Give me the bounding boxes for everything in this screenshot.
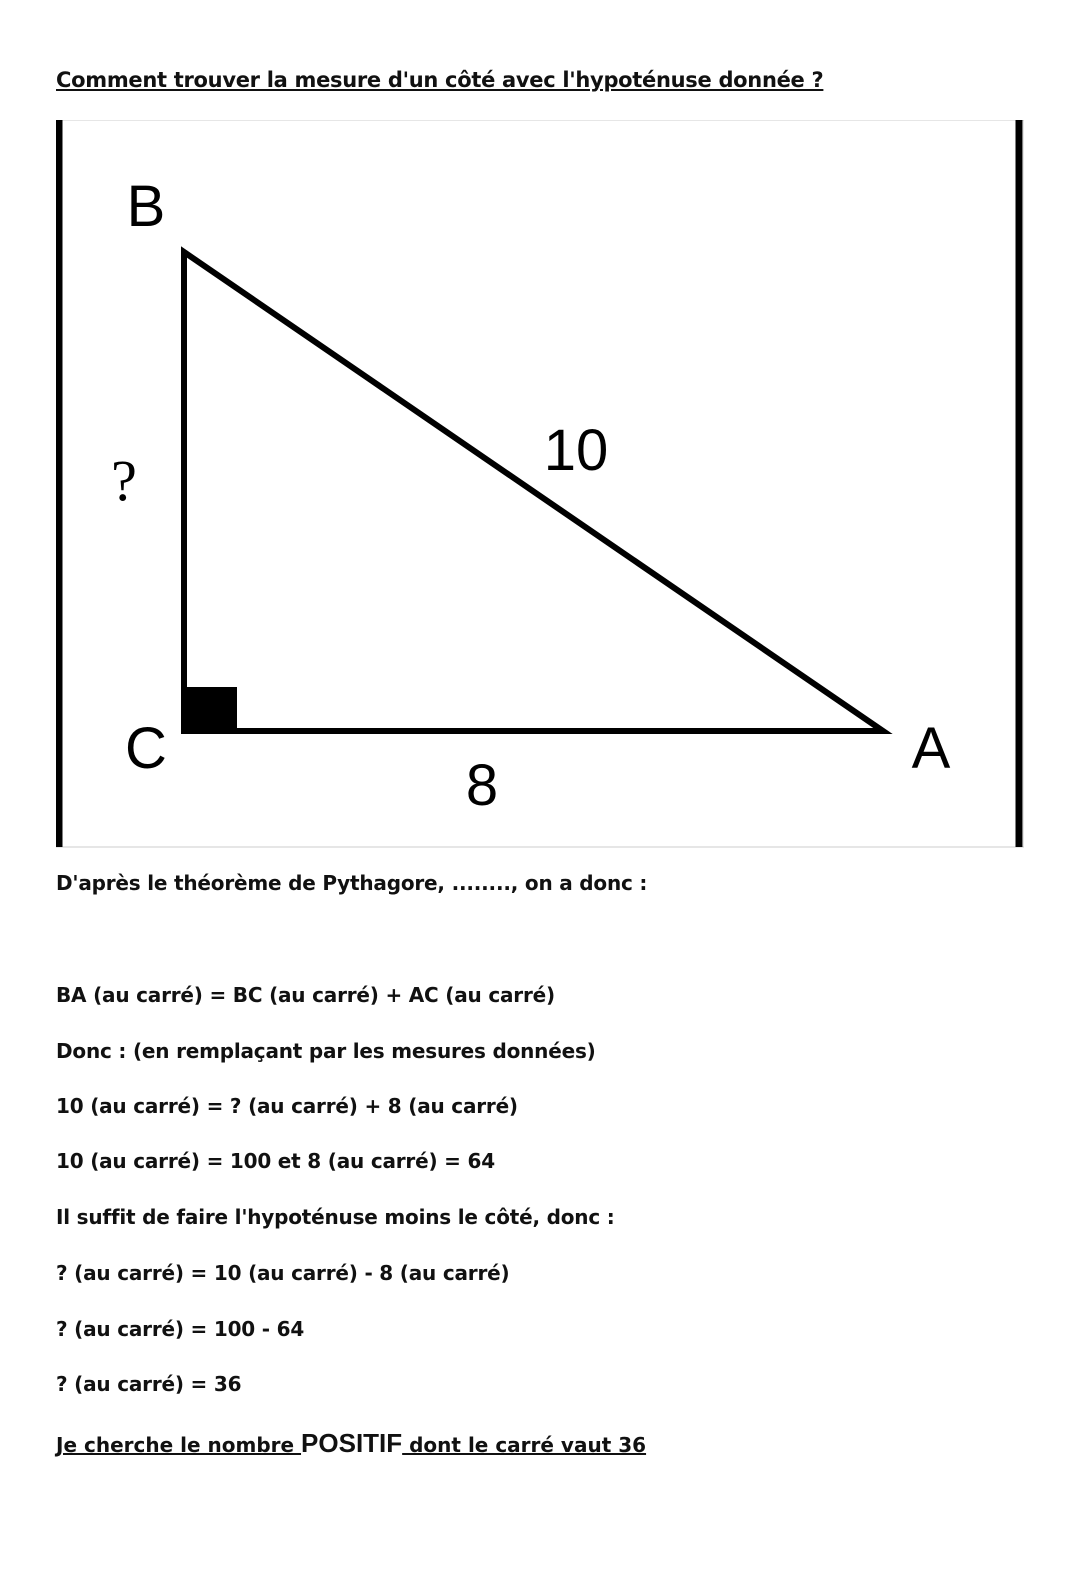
explanation-line: Donc : (en remplaçant par les mesures données) bbox=[56, 1039, 596, 1063]
method-line: Il suffit de faire l'hypoténuse moins le côté, donc : bbox=[56, 1205, 615, 1229]
subtraction-line: ? (au carré) = 10 (au carré) - 8 (au carré) bbox=[56, 1261, 510, 1285]
computation-line: ? (au carré) = 100 - 64 bbox=[56, 1317, 305, 1341]
conclusion-emphasis: POSITIF bbox=[301, 1428, 403, 1458]
right-angle-marker bbox=[184, 687, 237, 731]
figure-frame bbox=[56, 120, 1024, 847]
intro-text: D'après le théorème de Pythagore, ........, on a donc : bbox=[56, 871, 648, 895]
page-title: Comment trouver la mesure d'un côté avec l'hypoténuse donnée ? bbox=[56, 68, 824, 92]
conclusion-part-2: dont le carré vaut 36 bbox=[402, 1433, 647, 1457]
triangle-diagram bbox=[56, 120, 1024, 848]
vertex-b-label: B bbox=[126, 174, 166, 239]
squares-line: 10 (au carré) = 100 et 8 (au carré) = 64 bbox=[56, 1149, 495, 1173]
side-ca-label: 8 bbox=[465, 753, 499, 818]
side-ba-label: 10 bbox=[543, 418, 609, 483]
result-line: ? (au carré) = 36 bbox=[56, 1372, 242, 1396]
formula-line: BA (au carré) = BC (au carré) + AC (au carré) bbox=[56, 983, 555, 1007]
vertex-a-label: A bbox=[911, 716, 951, 781]
substitution-line: 10 (au carré) = ? (au carré) + 8 (au carré) bbox=[56, 1094, 518, 1118]
conclusion-text bbox=[56, 1428, 646, 1459]
side-bc-label: ? bbox=[111, 448, 137, 513]
conclusion-part-1: Je cherche le nombre bbox=[56, 1433, 302, 1457]
triangle-figure bbox=[56, 120, 1024, 848]
vertex-c-label: C bbox=[125, 716, 167, 781]
